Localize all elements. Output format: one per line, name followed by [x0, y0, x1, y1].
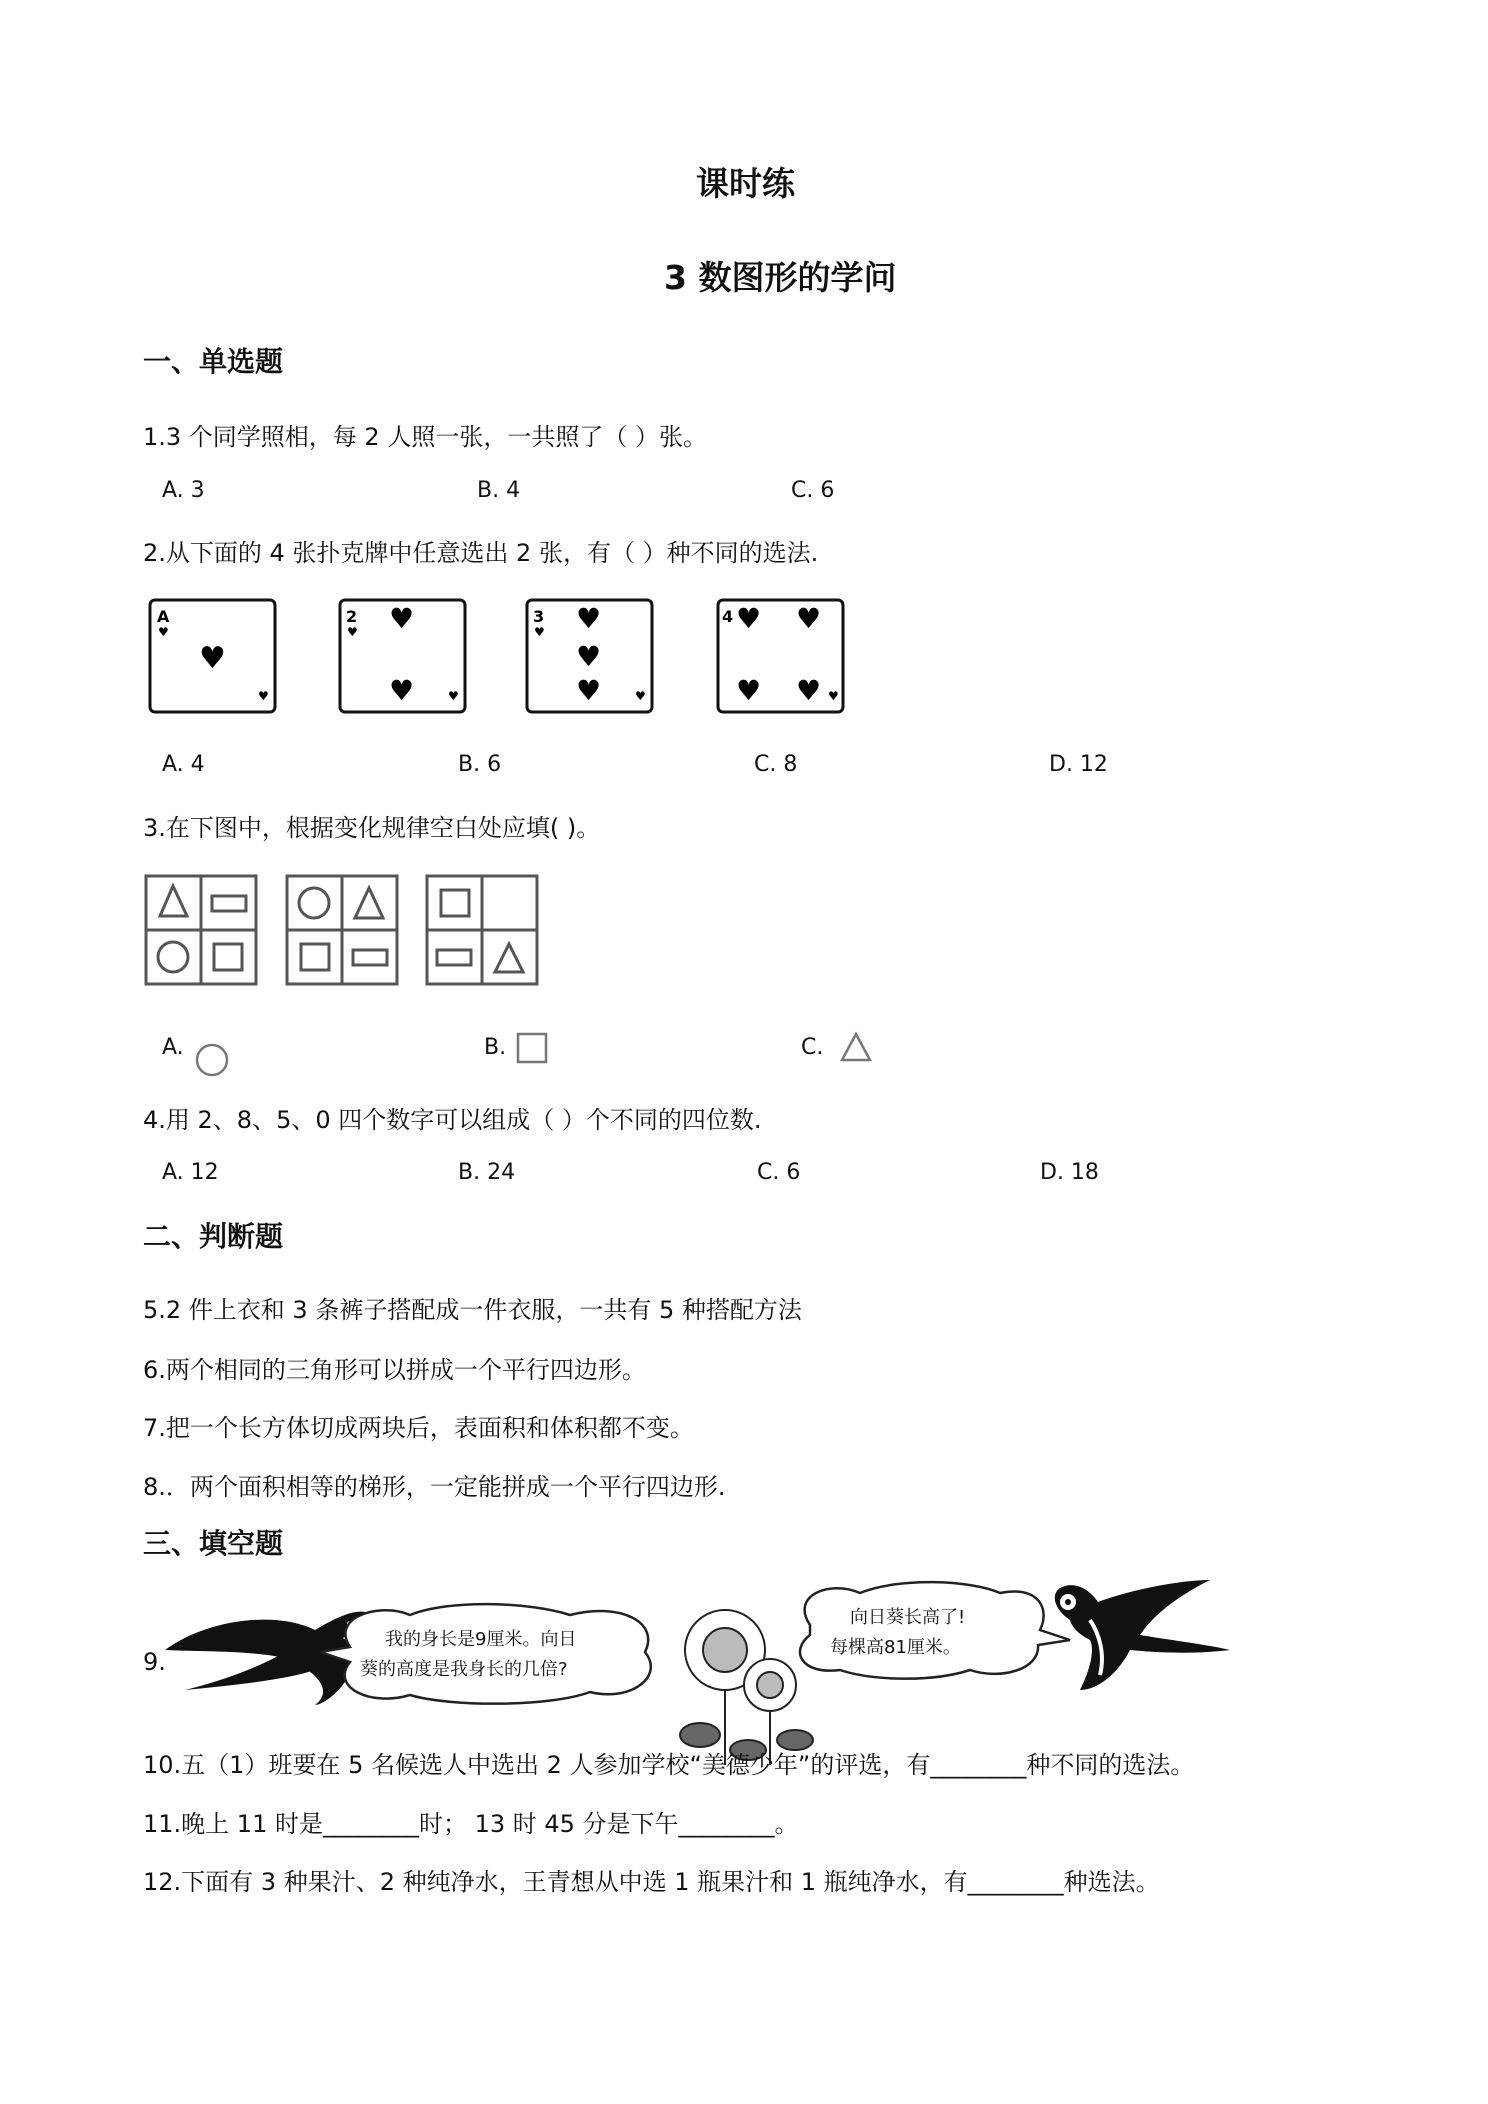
pattern-grid-3 — [427, 876, 537, 984]
bubble-2-text-line-1: 向日葵长高了! — [850, 1607, 966, 1628]
q1-option-c[interactable]: C. 6 — [791, 478, 835, 503]
question-4: 4.用 2、8、5、0 四个数字可以组成（ ）个不同的四位数. — [143, 1106, 762, 1134]
card-rank: 2 — [346, 607, 358, 626]
svg-text:♥: ♥ — [736, 602, 762, 635]
svg-text:♥: ♥ — [448, 689, 459, 703]
card-rank: A — [157, 607, 170, 626]
svg-text:♥: ♥ — [534, 625, 545, 639]
q4-option-a[interactable]: A. 12 — [162, 1160, 219, 1185]
question-3: 3.在下图中，根据变化规律空白处应填( )。 — [143, 814, 601, 842]
card-rank: 3 — [533, 607, 545, 626]
speech-bubble-2 — [800, 1582, 1070, 1679]
svg-text:♥: ♥ — [347, 625, 358, 639]
card-three-hearts — [527, 600, 652, 712]
q1-option-a[interactable]: A. 3 — [162, 478, 205, 503]
pattern-grid-2 — [287, 876, 397, 984]
page-title: 课时练 — [696, 164, 795, 203]
q2-option-d[interactable]: D. 12 — [1049, 752, 1108, 777]
question-10: 10.五（1）班要在 5 名候选人中选出 2 人参加学校“美德少年”的评选，有________种不同的选法。 — [143, 1751, 1195, 1779]
q1-option-b[interactable]: B. 4 — [477, 478, 521, 503]
q3-option-b-square-icon — [518, 1034, 546, 1062]
svg-text:♥: ♥ — [576, 674, 602, 707]
section-heading-true-false: 二、判断题 — [143, 1220, 284, 1253]
speech-bubble-1 — [320, 1604, 651, 1704]
svg-text:♥: ♥ — [258, 689, 269, 703]
svg-text:♥: ♥ — [576, 602, 602, 635]
svg-text:♥: ♥ — [828, 689, 839, 703]
section-heading-single-choice: 一、单选题 — [143, 345, 284, 378]
svg-text:♥: ♥ — [736, 674, 762, 707]
q4-option-b[interactable]: B. 24 — [458, 1160, 516, 1185]
question-7: 7.把一个长方体切成两块后，表面积和体积都不变。 — [143, 1414, 694, 1442]
question-9-label: 9. — [143, 1648, 166, 1676]
svg-text:♥: ♥ — [199, 641, 226, 676]
q4-option-c[interactable]: C. 6 — [757, 1160, 801, 1185]
sunflower-icon — [680, 1610, 813, 1765]
q3-option-a-circle-icon — [197, 1045, 227, 1075]
q2-option-c[interactable]: C. 8 — [754, 752, 798, 777]
card-ace-hearts — [150, 600, 275, 712]
page-subtitle: 3 数图形的学问 — [664, 258, 897, 297]
question-5: 5.2 件上衣和 3 条裤子搭配成一件衣服，一共有 5 种搭配方法 — [143, 1296, 802, 1324]
bubble-1-text-line-1: 我的身长是9厘米。向日 — [385, 1629, 577, 1650]
card-two-hearts — [340, 600, 465, 712]
svg-text:♥: ♥ — [389, 674, 415, 707]
q2-option-a[interactable]: A. 4 — [162, 752, 205, 777]
question-11: 11.晚上 11 时是________时； 13 时 45 分是下午________。 — [143, 1810, 799, 1838]
question-1: 1.3 个同学照相，每 2 人照一张，一共照了（ ）张。 — [143, 423, 707, 451]
bubble-1-text-line-2: 葵的高度是我身长的几倍? — [360, 1659, 568, 1680]
q3-option-c-triangle-icon — [842, 1034, 870, 1060]
card-rank: 4 — [722, 607, 734, 626]
q2-option-b[interactable]: B. 6 — [458, 752, 502, 777]
question-12: 12.下面有 3 种果汁、2 种纯净水，王青想从中选 1 瓶果汁和 1 瓶纯净水，有________种选法。 — [143, 1868, 1160, 1896]
q4-option-d[interactable]: D. 18 — [1040, 1160, 1099, 1185]
section-heading-fill-blank: 三、填空题 — [143, 1527, 284, 1560]
pattern-grid-1 — [146, 876, 256, 984]
q3-option-c[interactable]: C. — [801, 1035, 824, 1060]
question-8: 8.．两个面积相等的梯形，一定能拼成一个平行四边形. — [143, 1473, 726, 1501]
svg-text:♥: ♥ — [796, 674, 822, 707]
swallow-right-icon — [1055, 1580, 1230, 1690]
q3-option-b[interactable]: B. — [484, 1035, 507, 1060]
q3-option-a[interactable]: A. — [162, 1035, 184, 1060]
question-6: 6.两个相同的三角形可以拼成一个平行四边形。 — [143, 1356, 646, 1384]
svg-text:♥: ♥ — [389, 602, 415, 635]
svg-text:♥: ♥ — [796, 602, 822, 635]
bubble-2-text-line-2: 每棵高81厘米。 — [830, 1637, 961, 1658]
card-four-hearts — [718, 600, 843, 712]
svg-text:♥: ♥ — [158, 625, 169, 639]
question-2: 2.从下面的 4 张扑克牌中任意选出 2 张，有（ ）种不同的选法. — [143, 539, 819, 567]
svg-text:♥: ♥ — [635, 689, 646, 703]
svg-text:♥: ♥ — [576, 640, 602, 673]
